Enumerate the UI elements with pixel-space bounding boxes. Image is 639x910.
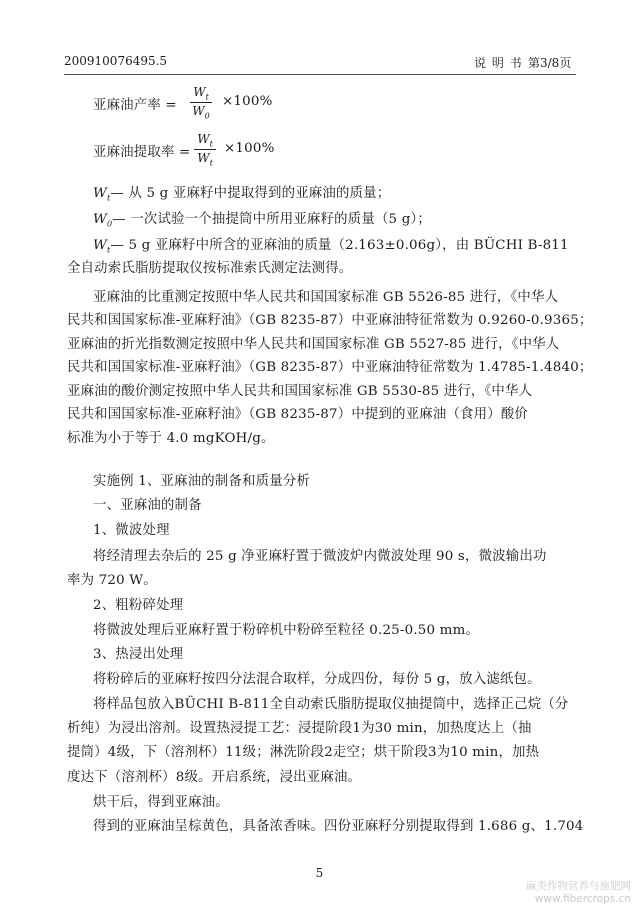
definition-line: $W_0—$ 一次试验一个抽提筒中所用亚麻籽的质量（5 g）； xyxy=(93,212,431,229)
body-line: 析纯）为浸出溶剂。设置热浸提工艺：浸提阶段1为30 min，加热度达上（抽 xyxy=(67,721,532,736)
formula-multiplier: ×100% xyxy=(222,94,273,109)
definition-line: $W_t—$ 5 g 亚麻籽中所含的亚麻油的质量（2.163±0.06g），由 BÜCHI B-811 xyxy=(93,238,569,255)
body-line: 将经清理去杂后的 25 g 净亚麻籽置于微波炉内微波处理 90 s，微波输出功 xyxy=(93,549,547,564)
body-line: 亚麻油的酸价测定按照中华人民共和国国家标准 GB 5530-85 进行，《中华人 xyxy=(67,384,533,399)
formula-fraction: $W_t$ $W_0$ xyxy=(190,85,212,121)
step-heading: 1、微波处理 xyxy=(93,523,170,538)
body-line: 民共和国国家标准-亚麻籽油》（GB 8235-87）中亚麻油特征常数为 1.4785-1.4840； xyxy=(67,360,593,375)
body-line: 将样品包放入BÜCHI B-811全自动索氏脂肪提取仪抽提筒中，选择正己烷（分 xyxy=(93,697,569,712)
body-line: 得到的亚麻油呈棕黄色，具备浓香味。四份亚麻籽分别提取得到 1.686 g、1.704 xyxy=(93,819,584,834)
header-rule xyxy=(64,74,576,75)
definition-line: $W_t—$ 从 5 g 亚麻籽中提取得到的亚麻油的质量； xyxy=(93,186,391,203)
body-line: 民共和国国家标准-亚麻籽油》（GB 8235-87）中提到的亚麻油（食用）酸价 xyxy=(67,407,528,422)
body-line: 亚麻油的比重测定按照中华人民共和国国家标准 GB 5526-85 进行，《中华人 xyxy=(93,290,559,305)
page-number: 5 xyxy=(315,866,324,880)
formula-multiplier: ×100% xyxy=(224,141,275,156)
section-heading: 一、亚麻油的制备 xyxy=(93,498,202,513)
body-line: 将微波处理后亚麻籽置于粉碎机中粉碎至粒径 0.25-0.50 mm。 xyxy=(93,623,480,638)
section-heading: 实施例 1、亚麻油的制备和质量分析 xyxy=(93,474,311,489)
formula-label: 亚麻油产率 = xyxy=(93,98,177,113)
body-line: 提筒）4级，下（溶剂杯）11级；淋洗阶段2走空；烘干阶段3为10 min，加热 xyxy=(67,745,540,760)
body-line: 标准为小于等于 4.0 mgKOH/g。 xyxy=(67,431,275,446)
step-heading: 2、粗粉碎处理 xyxy=(93,598,184,613)
body-line: 全自动索氏脂肪提取仪按标准索氏测定法测得。 xyxy=(67,261,353,276)
body-line: 将粉碎后的亚麻籽按四分法混合取样，分成四份，每份 5 g，放入滤纸包。 xyxy=(93,672,541,687)
doc-type: 说 明 书 xyxy=(474,56,523,70)
page-of: 第3/8页 xyxy=(528,56,572,70)
body-line: 度达下（溶剂杯）8级。开启系统，浸出亚麻油。 xyxy=(67,770,362,785)
step-heading: 3、热浸出处理 xyxy=(93,647,184,662)
watermark-url: www.fibercrops.cn xyxy=(534,893,631,905)
body-line: 亚麻油的折光指数测定按照中华人民共和国国家标准 GB 5527-85 进行，《中华人 xyxy=(67,337,560,352)
patent-number: 200910076495.5 xyxy=(64,54,168,68)
formula-label: 亚麻油提取率 = xyxy=(93,145,191,160)
formula-fraction: $W_t$ $W_t$ xyxy=(194,132,216,168)
watermark-text: 麻类作物营养与施肥网 xyxy=(526,880,631,892)
body-line: 率为 720 W。 xyxy=(67,573,157,588)
body-line: 烘干后，得到亚麻油。 xyxy=(93,795,229,810)
body-line: 民共和国国家标准-亚麻籽油》（GB 8235-87）中亚麻油特征常数为 0.9260-0.9365； xyxy=(67,313,593,328)
